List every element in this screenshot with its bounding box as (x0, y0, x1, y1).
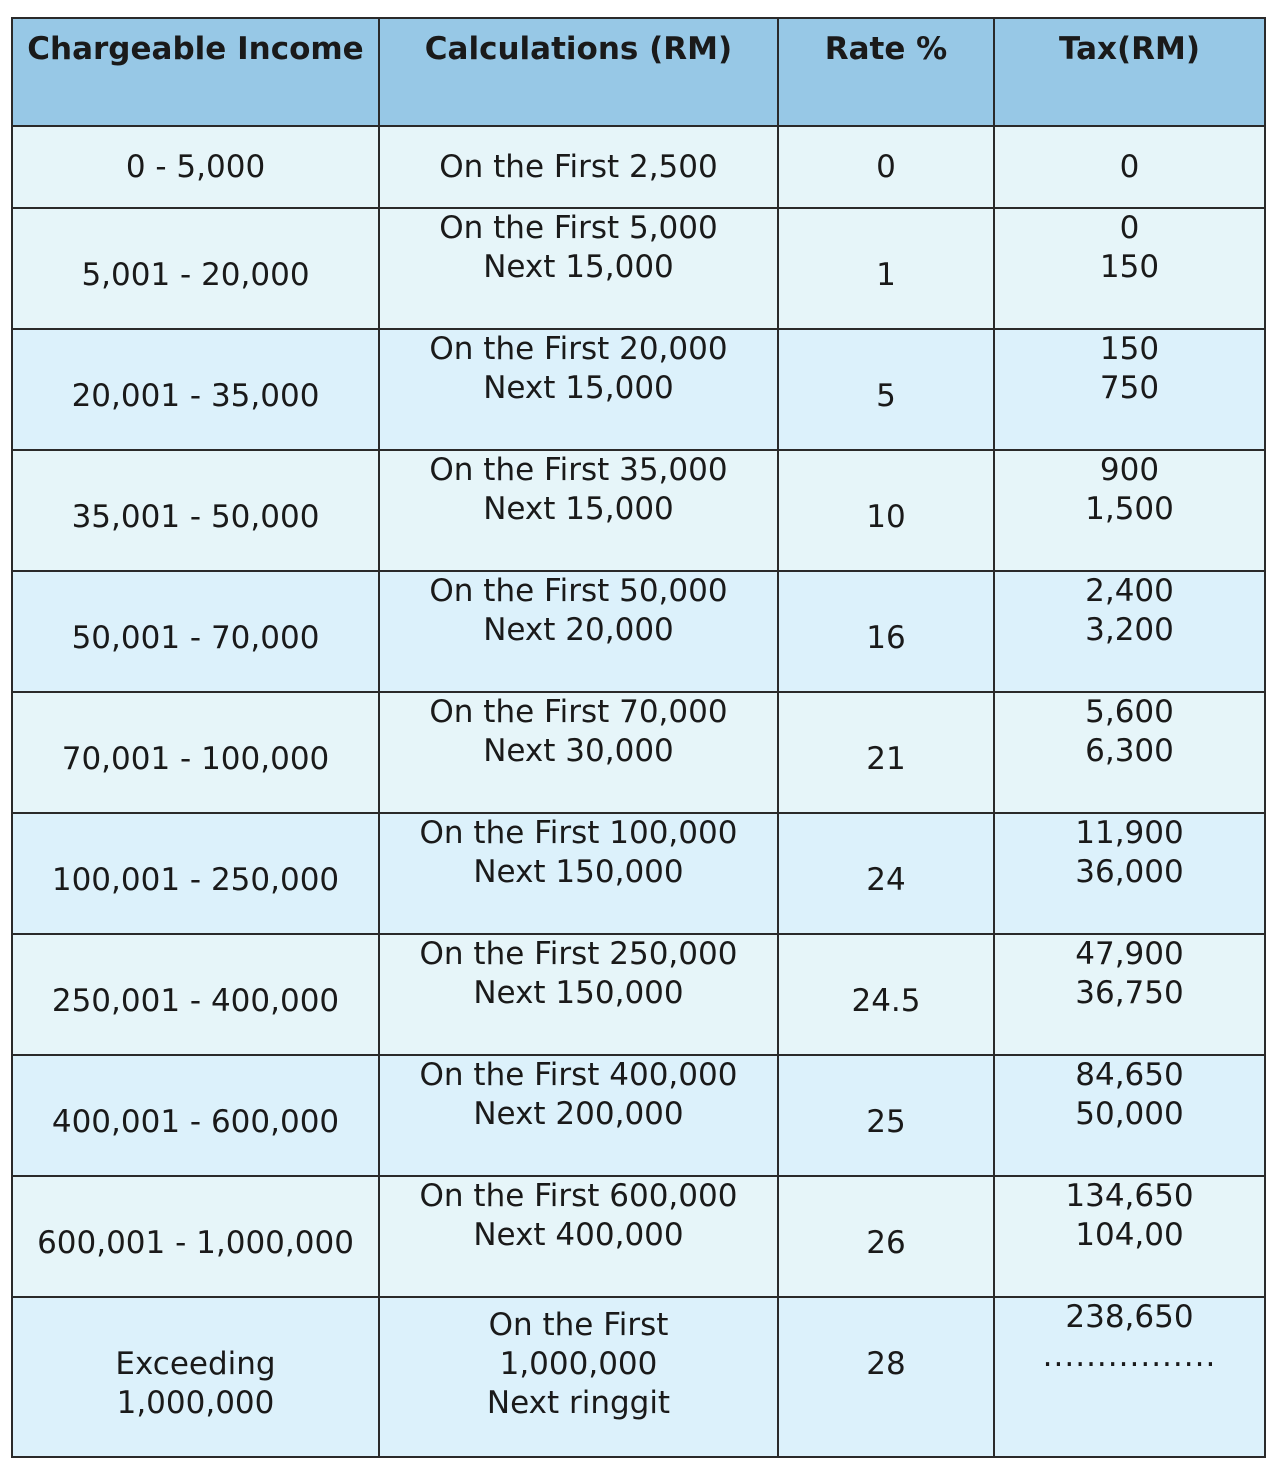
income-text: 0 - 5,000 (125, 148, 266, 185)
calculation-cell (379, 813, 778, 934)
rate-cell: 10 (778, 450, 994, 571)
rate-cell: 5 (778, 329, 994, 450)
income-cell (12, 450, 379, 571)
tax-rate-table (11, 17, 1266, 1458)
calculation-cell (379, 1297, 778, 1457)
calculation-cell (379, 208, 778, 329)
tax-text: 3,200 (1085, 612, 1174, 648)
income-text: 250,001 - 400,000 (51, 983, 340, 1019)
calculation-cell (379, 934, 778, 1055)
calc-text: Next 150,000 (473, 975, 684, 1011)
tax-text: 104,00 (1075, 1217, 1184, 1253)
income-text: 35,001 - 50,000 (71, 499, 320, 535)
tax-cell (994, 692, 1265, 813)
tax-cell (994, 126, 1265, 208)
tax-text: 47,900 (1075, 936, 1184, 972)
calc-text: On the First 600,000 (419, 1178, 738, 1214)
income-cell (12, 208, 379, 329)
header-income-line2: Income (237, 31, 364, 67)
tax-text: ................ (1042, 1338, 1217, 1374)
header-chargeable-income (12, 18, 379, 126)
table-row (12, 450, 1265, 571)
header-income-line1: Chargeable (27, 31, 227, 67)
rate-cell: 25 (778, 1055, 994, 1176)
income-text: 1,000,000 (116, 1385, 275, 1421)
calc-text: On the First 400,000 (419, 1057, 738, 1093)
calc-text: Next 150,000 (473, 854, 684, 890)
tax-cell (994, 450, 1265, 571)
calc-text: On the First 35,000 (429, 452, 728, 488)
tax-cell (994, 813, 1265, 934)
rate-cell: 24 (778, 813, 994, 934)
table-row (12, 329, 1265, 450)
table-row (12, 208, 1265, 329)
tax-text: 1,500 (1085, 491, 1174, 527)
rate-cell: 21 (778, 692, 994, 813)
tax-text: 11,900 (1075, 815, 1184, 851)
calculation-cell (379, 692, 778, 813)
tax-cell (994, 934, 1265, 1055)
calc-text: Next 15,000 (483, 370, 674, 406)
calculation-cell (379, 329, 778, 450)
table-row (12, 934, 1265, 1055)
calculation-cell (379, 450, 778, 571)
calc-text: Next 30,000 (483, 733, 674, 769)
header-tax: Tax(RM) (994, 18, 1265, 126)
tax-cell (994, 1055, 1265, 1176)
calc-text: Next 15,000 (483, 491, 674, 527)
tax-text: 36,000 (1075, 854, 1184, 890)
income-cell (12, 692, 379, 813)
tax-cell (994, 329, 1265, 450)
calc-text: On the First 5,000 (439, 210, 718, 246)
tax-text: 750 (1099, 370, 1160, 406)
rate-cell: 16 (778, 571, 994, 692)
calculation-cell (379, 1055, 778, 1176)
income-text: 5,001 - 20,000 (81, 257, 310, 293)
income-text: 100,001 - 250,000 (51, 862, 340, 898)
tax-text: 6,300 (1085, 733, 1174, 769)
calc-text: Next ringgit (486, 1385, 671, 1421)
rate-cell: 1 (778, 208, 994, 329)
income-text: 20,001 - 35,000 (71, 378, 320, 414)
table-row (12, 1176, 1265, 1297)
rate-cell: 0 (778, 126, 994, 208)
tax-text: 150 (1099, 331, 1160, 367)
header-rate: Rate % (778, 18, 994, 126)
rate-cell: 28 (778, 1297, 994, 1457)
tax-text: 50,000 (1075, 1096, 1184, 1132)
tax-cell (994, 1297, 1265, 1457)
calc-text: Next 200,000 (473, 1096, 684, 1132)
tax-text: 150 (1099, 249, 1160, 285)
income-text: 400,001 - 600,000 (51, 1104, 340, 1140)
calculation-cell (379, 126, 778, 208)
table-row (12, 126, 1265, 208)
tax-text: 5,600 (1085, 694, 1174, 730)
calc-text: 1,000,000 (499, 1346, 658, 1382)
calc-text: Next 400,000 (473, 1217, 684, 1253)
tax-text: 2,400 (1085, 573, 1174, 609)
calc-text: On the First (488, 1307, 669, 1343)
tax-text: 238,650 (1065, 1299, 1194, 1335)
table-row (12, 692, 1265, 813)
calc-text: On the First 20,000 (429, 331, 728, 367)
income-cell (12, 571, 379, 692)
income-cell (12, 329, 379, 450)
income-cell (12, 934, 379, 1055)
calculation-cell (379, 1176, 778, 1297)
calculation-cell (379, 571, 778, 692)
calc-text: On the First 50,000 (429, 573, 728, 609)
calc-text: On the First 100,000 (419, 815, 738, 851)
tax-text: 84,650 (1075, 1057, 1184, 1093)
income-text: 50,001 - 70,000 (71, 620, 320, 656)
income-cell (12, 126, 379, 208)
income-cell (12, 1055, 379, 1176)
header-row (12, 18, 1265, 126)
tax-cell (994, 208, 1265, 329)
calc-text: On the First 250,000 (419, 936, 738, 972)
header-calculations: Calculations (RM) (379, 18, 778, 126)
income-text: 70,001 - 100,000 (61, 741, 330, 777)
calc-text: Next 20,000 (483, 612, 674, 648)
table-row (12, 571, 1265, 692)
income-cell (12, 1297, 379, 1457)
tax-text: 0 (1119, 210, 1140, 246)
table-row (12, 813, 1265, 934)
income-text: Exceeding (115, 1346, 276, 1382)
table-row (12, 1055, 1265, 1176)
income-text: 600,001 - 1,000,000 (37, 1225, 354, 1261)
calc-text: On the First 2,500 (439, 148, 718, 185)
calc-text: Next 15,000 (483, 249, 674, 285)
calc-text: On the First 70,000 (429, 694, 728, 730)
table-row (12, 1297, 1265, 1457)
tax-cell (994, 571, 1265, 692)
tax-text: 134,650 (1065, 1178, 1194, 1214)
tax-cell (994, 1176, 1265, 1297)
income-cell (12, 1176, 379, 1297)
tax-text: 900 (1099, 452, 1160, 488)
rate-cell: 24.5 (778, 934, 994, 1055)
tax-text: 36,750 (1075, 975, 1184, 1011)
income-cell (12, 813, 379, 934)
rate-cell: 26 (778, 1176, 994, 1297)
tax-text: 0 (1119, 148, 1140, 185)
